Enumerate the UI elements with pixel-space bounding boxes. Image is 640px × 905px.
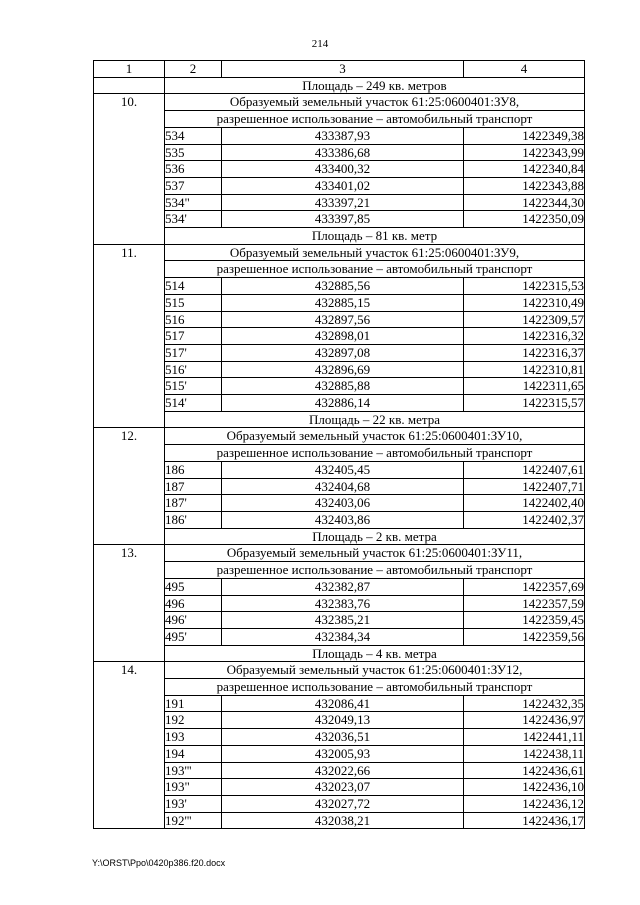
table-row xyxy=(94,395,585,412)
coord-x: 432022,66 xyxy=(222,762,464,779)
coord-x: 432885,15 xyxy=(222,294,464,311)
coord-y: 1422436,12 xyxy=(464,795,585,812)
table-row xyxy=(94,194,585,211)
table-row xyxy=(94,461,585,478)
coord-x: 432049,13 xyxy=(222,712,464,729)
coord-y: 1422407,61 xyxy=(464,461,585,478)
coord-x: 432023,07 xyxy=(222,779,464,796)
area-row xyxy=(94,228,585,245)
coord-x: 432005,93 xyxy=(222,745,464,762)
section-title-row xyxy=(94,545,585,562)
coord-y: 1422402,40 xyxy=(464,495,585,512)
point-id: 517' xyxy=(165,344,222,361)
table-row xyxy=(94,578,585,595)
table-row xyxy=(94,628,585,645)
section-title-line1: Образуемый земельный участок 61:25:0600401:ЗУ12, xyxy=(165,662,585,679)
coord-x: 432403,86 xyxy=(222,511,464,528)
header-col-4: 4 xyxy=(464,61,585,78)
coord-y: 1422357,69 xyxy=(464,578,585,595)
point-id: 496' xyxy=(165,612,222,629)
area-text: Площадь – 81 кв. метр xyxy=(165,228,585,245)
coord-x: 433401,02 xyxy=(222,177,464,194)
coord-y: 1422436,97 xyxy=(464,712,585,729)
coord-x: 432886,14 xyxy=(222,395,464,412)
table-row xyxy=(94,144,585,161)
coord-y: 1422343,99 xyxy=(464,144,585,161)
table-row xyxy=(94,278,585,295)
coord-x: 432885,88 xyxy=(222,378,464,395)
coord-y: 1422343,88 xyxy=(464,177,585,194)
header-col-2: 2 xyxy=(165,61,222,78)
coord-y: 1422315,57 xyxy=(464,395,585,412)
coord-y: 1422436,10 xyxy=(464,779,585,796)
section-title-row xyxy=(94,428,585,445)
point-id: 495' xyxy=(165,628,222,645)
coord-y: 1422349,38 xyxy=(464,127,585,144)
area-text: Площадь – 2 кв. метра xyxy=(165,528,585,545)
coord-x: 432896,69 xyxy=(222,361,464,378)
table-row xyxy=(94,812,585,829)
coord-y: 1422441,11 xyxy=(464,729,585,746)
table-row xyxy=(94,294,585,311)
coord-x: 432385,21 xyxy=(222,612,464,629)
point-id: 193' xyxy=(165,795,222,812)
point-id: 187' xyxy=(165,495,222,512)
point-id: 514 xyxy=(165,278,222,295)
section-title-row xyxy=(94,562,585,579)
coord-y: 1422436,61 xyxy=(464,762,585,779)
section-title-line2: разрешенное использование – автомобильный транспорт xyxy=(165,562,585,579)
coord-y: 1422432,35 xyxy=(464,695,585,712)
section-number: 14. xyxy=(94,662,165,829)
area-row xyxy=(94,411,585,428)
point-id: 193" xyxy=(165,779,222,796)
point-id: 495 xyxy=(165,578,222,595)
table-row xyxy=(94,127,585,144)
section-title-row xyxy=(94,94,585,111)
coord-y: 1422357,59 xyxy=(464,595,585,612)
table-row xyxy=(94,161,585,178)
area-row xyxy=(94,77,585,94)
area-text: Площадь – 4 кв. метра xyxy=(165,645,585,662)
point-id: 186 xyxy=(165,461,222,478)
table-row xyxy=(94,745,585,762)
table-row xyxy=(94,511,585,528)
section-number: 10. xyxy=(94,94,165,244)
point-id: 187 xyxy=(165,478,222,495)
point-id: 534' xyxy=(165,211,222,228)
table-row xyxy=(94,378,585,395)
section-title-row xyxy=(94,244,585,261)
coord-x: 432897,08 xyxy=(222,344,464,361)
header-col-1: 1 xyxy=(94,61,165,78)
point-id: 514' xyxy=(165,395,222,412)
coord-x: 433400,32 xyxy=(222,161,464,178)
point-id: 534 xyxy=(165,127,222,144)
section-title-line2: разрешенное использование – автомобильный транспорт xyxy=(165,111,585,128)
point-id: 496 xyxy=(165,595,222,612)
table-row xyxy=(94,612,585,629)
point-id: 537 xyxy=(165,177,222,194)
area-text: Площадь – 22 кв. метра xyxy=(165,411,585,428)
coord-x: 433397,85 xyxy=(222,211,464,228)
table-row xyxy=(94,211,585,228)
table-row xyxy=(94,311,585,328)
coord-x: 432885,56 xyxy=(222,278,464,295)
point-id: 516 xyxy=(165,311,222,328)
point-id: 515' xyxy=(165,378,222,395)
coord-x: 432038,21 xyxy=(222,812,464,829)
table-row xyxy=(94,328,585,345)
coord-y: 1422344,30 xyxy=(464,194,585,211)
section-title-line2: разрешенное использование – автомобильный транспорт xyxy=(165,445,585,462)
coord-x: 433397,21 xyxy=(222,194,464,211)
point-id: 515 xyxy=(165,294,222,311)
coord-y: 1422316,37 xyxy=(464,344,585,361)
coord-x: 432036,51 xyxy=(222,729,464,746)
section-title-row xyxy=(94,445,585,462)
coordinates-table xyxy=(93,60,585,829)
coord-x: 432086,41 xyxy=(222,695,464,712)
point-id: 193 xyxy=(165,729,222,746)
table-row xyxy=(94,712,585,729)
coord-x: 432405,45 xyxy=(222,461,464,478)
section-title-row xyxy=(94,662,585,679)
coord-x: 432383,76 xyxy=(222,595,464,612)
area-row xyxy=(94,528,585,545)
footer-file-path: Y:\ORST\Ppo\0420p386.f20.docx xyxy=(92,858,226,868)
table-row xyxy=(94,779,585,796)
section-number: 11. xyxy=(94,244,165,428)
coord-y: 1422436,17 xyxy=(464,812,585,829)
coord-y: 1422350,09 xyxy=(464,211,585,228)
coord-y: 1422407,71 xyxy=(464,478,585,495)
coord-y: 1422310,81 xyxy=(464,361,585,378)
point-id: 194 xyxy=(165,745,222,762)
area-blank-cell xyxy=(94,77,165,94)
section-title-row xyxy=(94,261,585,278)
page-number: 214 xyxy=(311,38,329,50)
point-id: 186' xyxy=(165,511,222,528)
section-title-line2: разрешенное использование – автомобильный транспорт xyxy=(165,261,585,278)
point-id: 535 xyxy=(165,144,222,161)
section-title-line1: Образуемый земельный участок 61:25:0600401:ЗУ10, xyxy=(165,428,585,445)
coord-y: 1422311,65 xyxy=(464,378,585,395)
table-row xyxy=(94,177,585,194)
table-row xyxy=(94,495,585,512)
coord-y: 1422310,49 xyxy=(464,294,585,311)
coord-x: 432404,68 xyxy=(222,478,464,495)
area-text: Площадь – 249 кв. метров xyxy=(165,77,585,94)
coord-x: 433387,93 xyxy=(222,127,464,144)
point-id: 534" xyxy=(165,194,222,211)
section-title-line1: Образуемый земельный участок 61:25:0600401:ЗУ8, xyxy=(165,94,585,111)
point-id: 536 xyxy=(165,161,222,178)
coord-x: 432384,34 xyxy=(222,628,464,645)
table-row xyxy=(94,361,585,378)
table-row xyxy=(94,344,585,361)
point-id: 517 xyxy=(165,328,222,345)
coord-y: 1422309,57 xyxy=(464,311,585,328)
coord-y: 1422316,32 xyxy=(464,328,585,345)
point-id: 192 xyxy=(165,712,222,729)
coord-y: 1422402,37 xyxy=(464,511,585,528)
table-row xyxy=(94,695,585,712)
section-title-line1: Образуемый земельный участок 61:25:0600401:ЗУ9, xyxy=(165,244,585,261)
coord-x: 432027,72 xyxy=(222,795,464,812)
point-id: 192''' xyxy=(165,812,222,829)
area-row xyxy=(94,645,585,662)
section-title-row xyxy=(94,111,585,128)
table-row xyxy=(94,478,585,495)
section-title-line1: Образуемый земельный участок 61:25:0600401:ЗУ11, xyxy=(165,545,585,562)
point-id: 193''' xyxy=(165,762,222,779)
coord-y: 1422438,11 xyxy=(464,745,585,762)
coord-y: 1422340,84 xyxy=(464,161,585,178)
coord-y: 1422359,45 xyxy=(464,612,585,629)
coord-x: 432382,87 xyxy=(222,578,464,595)
table-row xyxy=(94,595,585,612)
table-row xyxy=(94,729,585,746)
header-row xyxy=(94,61,585,78)
point-id: 516' xyxy=(165,361,222,378)
coord-x: 432898,01 xyxy=(222,328,464,345)
table-row xyxy=(94,795,585,812)
coord-y: 1422315,53 xyxy=(464,278,585,295)
point-id: 191 xyxy=(165,695,222,712)
section-title-line2: разрешенное использование – автомобильный транспорт xyxy=(165,679,585,696)
coord-x: 432403,06 xyxy=(222,495,464,512)
table-row xyxy=(94,762,585,779)
coord-y: 1422359,56 xyxy=(464,628,585,645)
coordinates-table-body xyxy=(94,61,585,829)
header-col-3: 3 xyxy=(222,61,464,78)
section-number: 13. xyxy=(94,545,165,662)
section-title-row xyxy=(94,679,585,696)
coord-x: 433386,68 xyxy=(222,144,464,161)
coord-x: 432897,56 xyxy=(222,311,464,328)
section-number: 12. xyxy=(94,428,165,545)
